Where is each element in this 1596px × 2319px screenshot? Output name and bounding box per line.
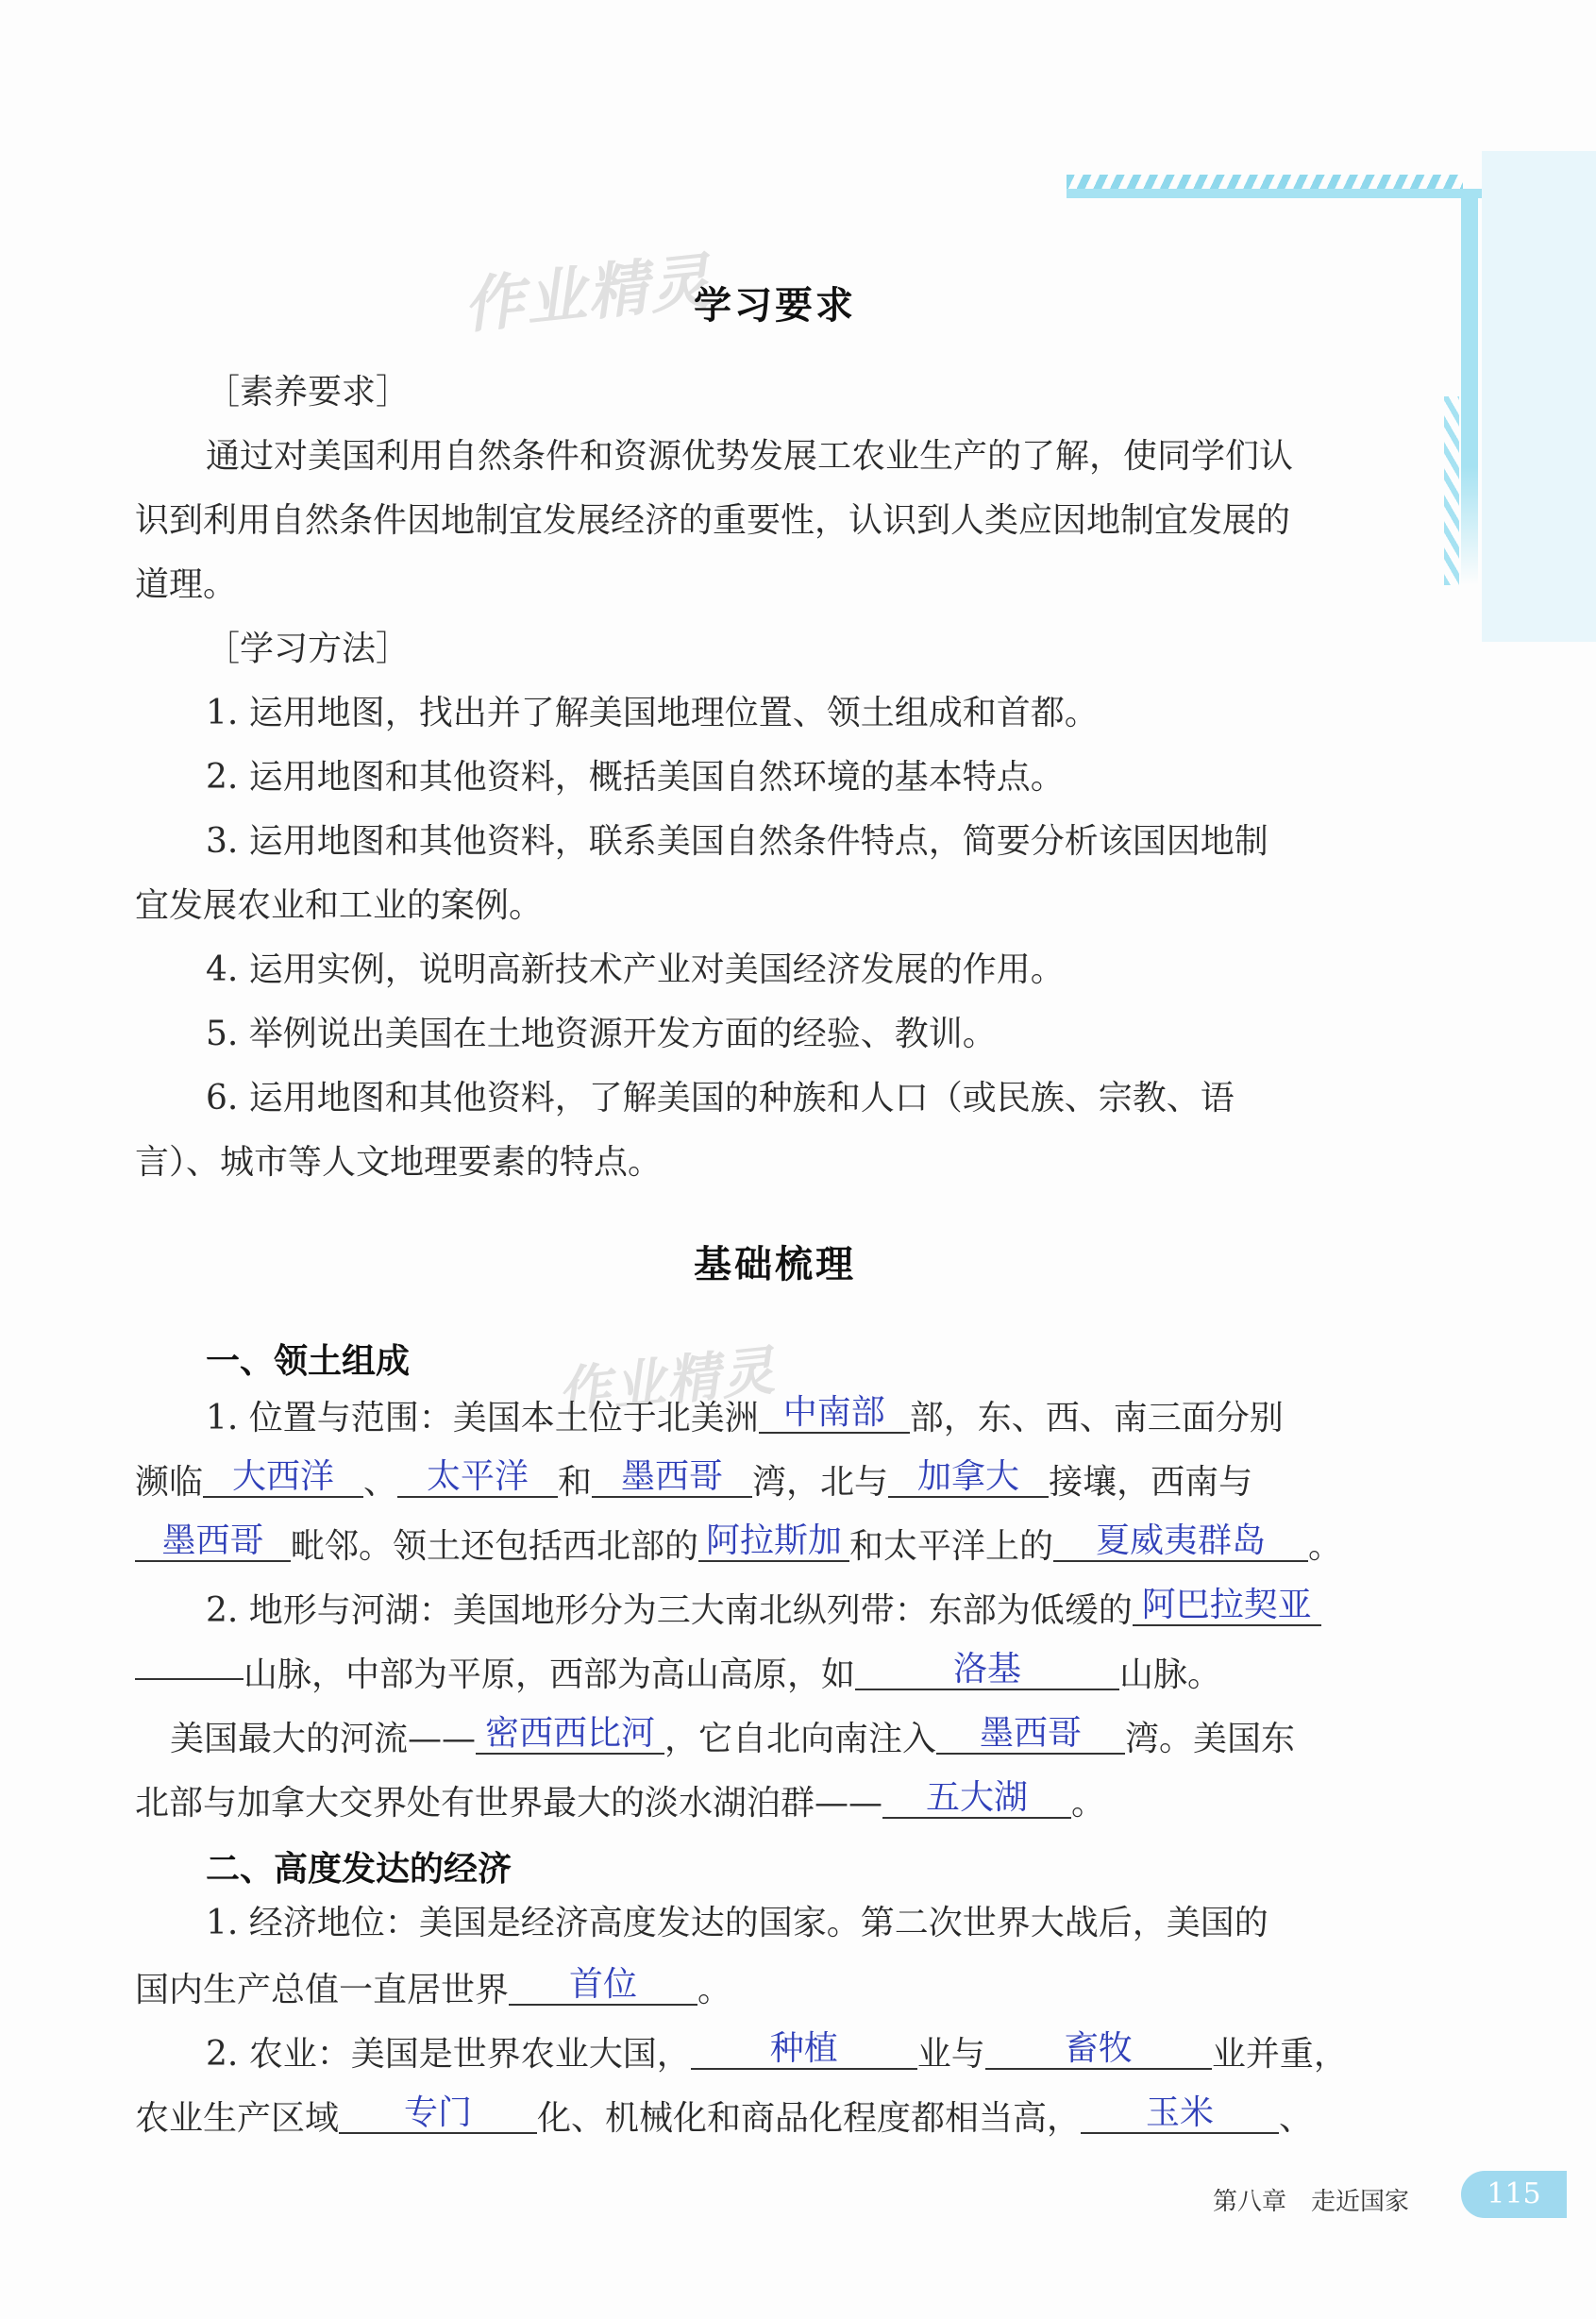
method-item: 宜发展农业和工业的案例。: [135, 886, 544, 925]
exercise-line: 1. 位置与范围：美国本土位于北美洲 中南部 部，东、西、南三面分别: [206, 1393, 1284, 1437]
exercise-line: 2. 农业：美国是世界农业大国， 种植 业与 畜牧 业并重，: [206, 2029, 1348, 2074]
answer-blank[interactable]: 五大湖: [882, 1778, 1071, 1819]
method-item: 5. 举例说出美国在土地资源开发方面的经验、教训。: [206, 1015, 997, 1053]
answer-blank[interactable]: 首位: [509, 1965, 697, 2006]
page-number: 115: [1461, 2171, 1567, 2218]
exercise-line: 山脉，中部为平原，西部为高山高原，如 洛基 山脉。: [135, 1655, 1221, 1696]
exercise-line: 国内生产总值一直居世界 首位 。: [135, 1965, 732, 2009]
exercise-line: 美国最大的河流—— 密西西比河 ，它自北向南注入 墨西哥 湾。美国东: [170, 1714, 1296, 1758]
exercise-line: 2. 地形与河湖：美国地形分为三大南北纵列带：东部为低缓的 阿巴拉契亚: [206, 1591, 1321, 1632]
method-item: 4. 运用实例，说明高新技术产业对美国经济发展的作用。: [206, 950, 1065, 989]
paragraph-line: 识到利用自然条件因地制宜发展经济的重要性，认识到人类应因地制宜发展的: [135, 501, 1291, 540]
watermark: 作业精灵: [554, 1340, 780, 1424]
answer-blank[interactable]: 中南部: [759, 1393, 910, 1434]
method-item: 1. 运用地图，找出并了解美国地理位置、领土组成和首都。: [206, 694, 1099, 732]
method-item: 言）、城市等人文地理要素的特点。: [135, 1143, 663, 1182]
answer-blank[interactable]: 种植: [691, 2029, 917, 2070]
corner-decoration-bg: [1482, 151, 1596, 642]
section-heading: 基础梳理: [694, 1243, 856, 1286]
method-item: 6. 运用地图和其他资料，了解美国的种族和人口（或民族、宗教、语: [206, 1079, 1235, 1117]
methods-label: ［学习方法］: [206, 630, 411, 668]
chapter-footer: 第八章 走近国家: [1213, 2188, 1410, 2216]
answer-blank[interactable]: 阿拉斯加: [698, 1521, 849, 1562]
page-title: 学习要求: [694, 284, 856, 328]
answer-blank[interactable]: 大西洋: [203, 1457, 363, 1498]
answer-blank[interactable]: 夏威夷群岛: [1053, 1521, 1308, 1562]
right-stripe-decoration: [1444, 396, 1459, 585]
answer-blank-continued: [135, 1678, 244, 1680]
subsection-heading: 二、高度发达的经济: [206, 1850, 512, 1889]
answer-blank[interactable]: 墨西哥: [135, 1521, 291, 1562]
top-bar-decoration: [1067, 189, 1482, 198]
answer-blank[interactable]: 墨西哥: [592, 1457, 752, 1498]
answer-blank[interactable]: 专门: [339, 2093, 537, 2134]
watermark: 作业精灵: [460, 246, 715, 343]
exercise-line: 墨西哥 毗邻。领土还包括西北部的 阿拉斯加 和太平洋上的 夏威夷群岛 。: [135, 1527, 1342, 1568]
paragraph-line: 道理。: [135, 565, 238, 604]
exercise-line: 北部与加拿大交界处有世界最大的淡水湖泊群—— 五大湖 。: [135, 1778, 1106, 1823]
method-item: 2. 运用地图和其他资料，概括美国自然环境的基本特点。: [206, 758, 1065, 797]
method-item: 3. 运用地图和其他资料，联系美国自然条件特点，简要分析该国因地制: [206, 822, 1268, 861]
answer-blank[interactable]: 阿巴拉契亚: [1133, 1586, 1321, 1626]
answer-blank[interactable]: 洛基: [855, 1650, 1119, 1690]
answer-blank[interactable]: 加拿大: [888, 1457, 1049, 1498]
answer-blank[interactable]: 墨西哥: [936, 1714, 1125, 1755]
subsection-heading: 一、领土组成: [206, 1342, 411, 1381]
literacy-label: ［素养要求］: [206, 373, 411, 412]
paragraph-line: 通过对美国利用自然条件和资源优势发展工农业生产的了解，使同学们认: [206, 437, 1294, 476]
answer-blank[interactable]: 密西西比河: [476, 1714, 664, 1755]
exercise-line: 1. 经济地位：美国是经济高度发达的国家。第二次世界大战后，美国的: [206, 1904, 1268, 1942]
right-bar-decoration: [1461, 189, 1478, 585]
exercise-line: 农业生产区域 专门 化、机械化和商品化程度都相当高， 玉米 、: [135, 2093, 1314, 2138]
exercise-line: 濒临 大西洋 、 太平洋 和 墨西哥 湾，北与 加拿大 接壤，西南与: [135, 1457, 1253, 1502]
answer-blank[interactable]: 畜牧: [985, 2029, 1212, 2070]
answer-blank[interactable]: 太平洋: [397, 1457, 558, 1498]
answer-blank[interactable]: 玉米: [1081, 2093, 1279, 2134]
